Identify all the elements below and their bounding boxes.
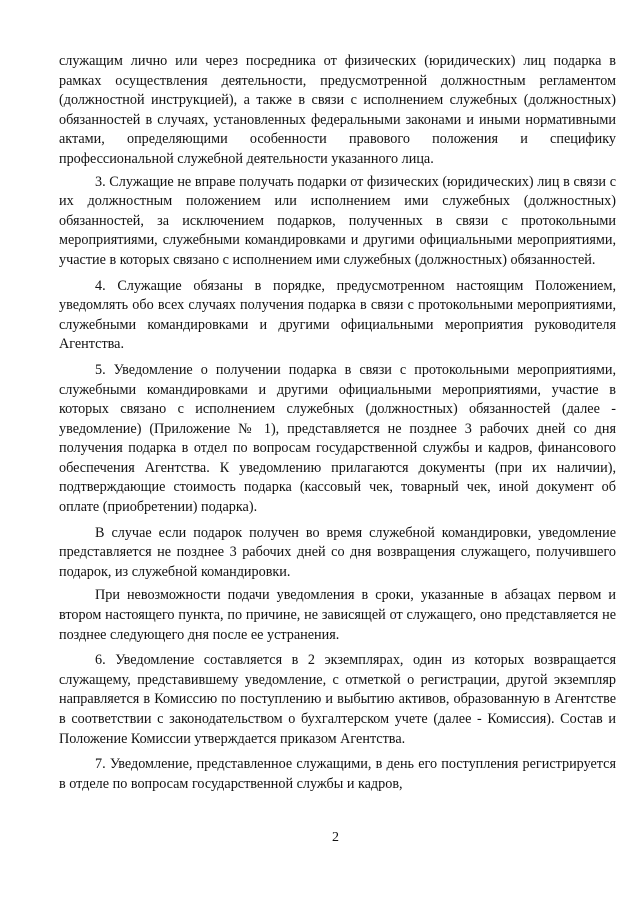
paragraph-item-5: 5. Уведомление о получении подарка в связи с протокольными мероприятиями, служебными командировками и другими официальными мероприятиями, участие в которых связано с исполнением служебных (должностных) обязанностей (далее - уведомление) (Приложение № 1), представляется не позднее 3 рабочих дней со дня получения подарка в отдел по вопросам государственной службы и кадров, финансового обеспечения Агентства. К уведомлению прилагаются документы (при их наличии), подтверждающие стоимость подарка (кассовый чек, товарный чек, иной документ об оплате (приобретении) подарка). (59, 361, 616, 516)
paragraph-item-6: 6. Уведомление составляется в 2 экземплярах, один из которых возвращается служащему, представившему уведомление, с отметкой о регистрации, другой экземпляр направляется в Комиссию по поступлению и выбытию активов, образованную в Агентстве в соответствии с законодательством о бухгалтерском учете (далее - Комиссия). Состав и Положение Комиссии утверждается приказом Агентства. (59, 652, 616, 747)
paragraph-continuation: служащим лично или через посредника от физических (юридических) лиц подарка в рамках осуществления деятельности, предусмотренной должностным регламентом (должностной инструкцией), а также в связи с исполнением служебных (должностных) обязанностей в случаях, установленных федеральными законами и иными нормативными актами, определяющими особенности правового положения и специфику профессиональной служебной деятельности указанного лица. (59, 53, 616, 167)
paragraph-item-3: 3. Служащие не вправе получать подарки от физических (юридических) лиц в связи с их должностным положением или исполнением ими служебных (должностных) обязанностей, за исключением подарков, полученных в связи с протокольными мероприятиями, служебными командировками и другими официальными мероприятиями, участие в которых связано с исполнением ими служебных (должностных) обязанностей. (59, 173, 616, 268)
page-number: 2 (332, 830, 339, 845)
paragraph-item-4: 4. Служащие обязаны в порядке, предусмотренном настоящим Положением, уведомлять обо всех случаях получения подарка в связи с протокольными мероприятиями, служебными командировками и другими официальными мероприятия руководителя Агентства. (59, 277, 616, 353)
paragraph-impossibility: При невозможности подачи уведомления в сроки, указанные в абзацах первом и втором настоящего пункта, по причине, не зависящей от служащего, оно представляется не позднее следующего дня после ее устранения. (59, 587, 616, 643)
paragraph-item-7: 7. Уведомление, представленное служащими, в день его поступления регистрируется в отделе по вопросам государственной службы и кадров, (59, 756, 616, 792)
paragraph-business-trip: В случае если подарок получен во время служебной командировки, уведомление представляется не позднее 3 рабочих дней со дня возвращения служащего, получившего подарок, из служебной командировки. (59, 524, 616, 580)
